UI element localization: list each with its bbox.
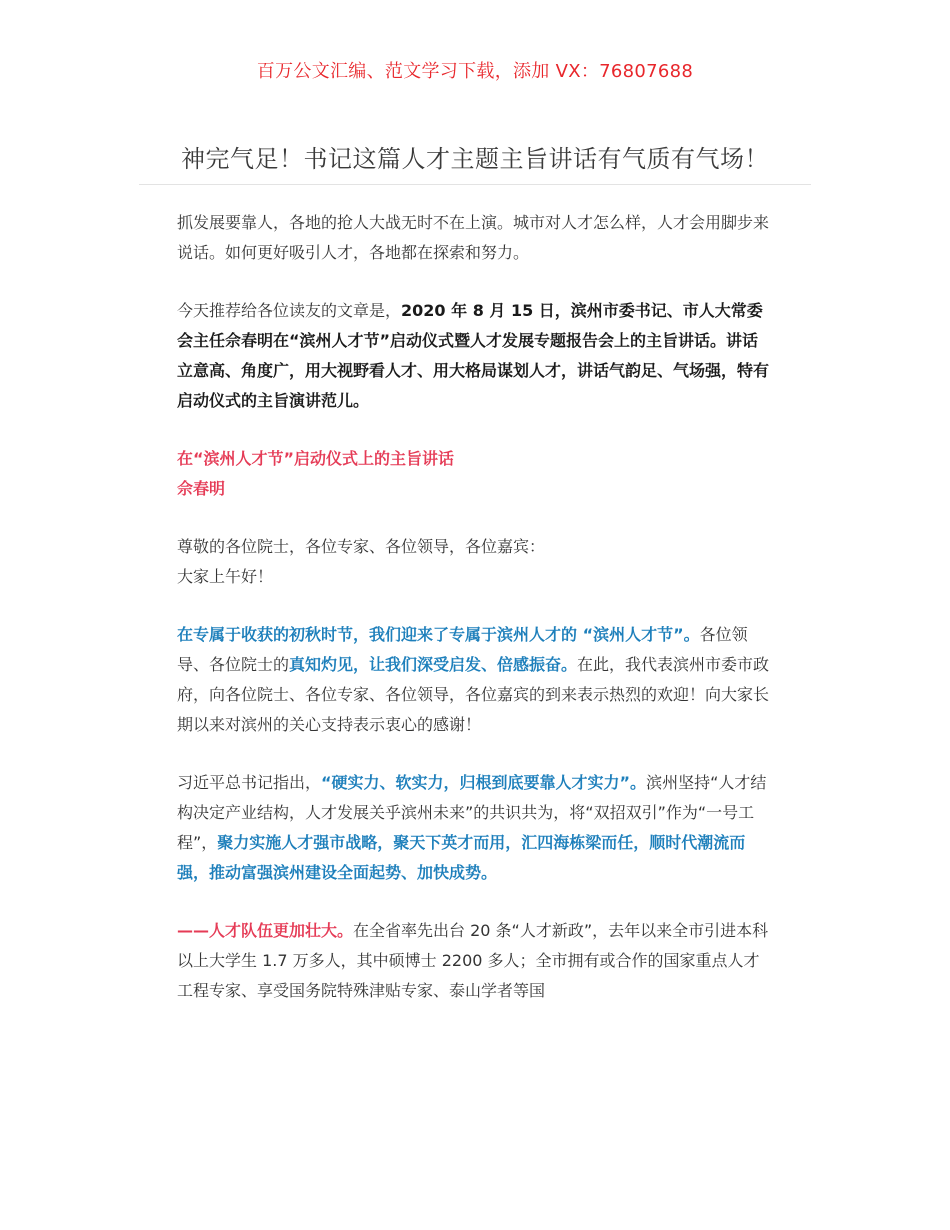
speaker-name: 佘春明	[177, 479, 226, 498]
article-title: 神完气足！书记这篇人才主题主旨讲话有气质有气场！	[181, 145, 769, 173]
talent-paragraph	[177, 916, 772, 1006]
recommend-prefix: 今天推荐给各位读友的文章是，	[177, 301, 402, 320]
section-lead: ——人才队伍更加壮大。	[177, 921, 354, 940]
welcome-paragraph	[177, 620, 772, 740]
greeting-line: 尊敬的各位院士，各位专家、各位领导，各位嘉宾：	[177, 537, 546, 556]
speech-heading	[177, 444, 772, 504]
body-text: 在此，我代表滨州市委市政府，向各位院士、各位专家、各位领导，各位嘉宾的到来表示热烈的欢迎！向大家长期以来对滨州的关心支持表示衷心的感谢！	[177, 655, 770, 734]
quote-paragraph	[177, 768, 772, 888]
speech-title: 在“滨州人才节”启动仪式上的主旨讲话	[177, 449, 455, 468]
recommend-highlight: 2020 年 8 月 15 日，滨州市委书记、市人大常委会主任佘春明在“滨州人才节”启动仪式暨人才发展专题报告会上的主旨讲话。讲话立意高、角度广，用大视野看人才、用大格局谋划人才，讲话气韵足、气场强，特有启动仪式的主旨演讲范儿。	[177, 301, 770, 410]
title-divider	[139, 184, 811, 185]
body-text: 滨州坚持“人才结构决定产业结构，人才发展关乎滨州未来”的共识共为，将“双招双引”作为“一号工程”，	[177, 773, 767, 852]
recommend-paragraph	[177, 296, 772, 416]
emphasis-text: 聚力实施人才强市战略，聚天下英才而用，汇四海栋梁而任，顺时代潮流而强，推动富强滨州建设全面起势、加快成势。	[177, 833, 746, 882]
emphasis-text: 在专属于收获的初秋时节，我们迎来了专属于滨州人才的 “滨州人才节”。	[177, 625, 700, 644]
greeting-paragraph	[177, 532, 772, 592]
article-body	[177, 208, 772, 1034]
emphasis-text: “硬实力、软实力，归根到底要靠人才实力”。	[321, 773, 647, 792]
greeting-line: 大家上午好！	[177, 567, 274, 586]
intro-paragraph: 抓发展要靠人，各地的抢人大战无时不在上演。城市对人才怎么样，人才会用脚步来说话。如何更好吸引人才，各地都在探索和努力。	[177, 213, 770, 262]
body-text: 习近平总书记指出，	[177, 773, 322, 792]
body-text: 在全省率先出台 20 条“人才新政”，去年以来全市引进本科以上大学生 1.7 万多人，其中硕博士 2200 多人；全市拥有或合作的国家重点人才工程专家、享受国务院特殊津贴专家、泰山学者等国	[177, 921, 769, 1000]
header-banner: 百万公文汇编、范文学习下载，添加 VX：76807688	[256, 61, 694, 82]
body-text: 各位领导、各位院士的	[177, 625, 748, 674]
emphasis-text: 真知灼见，让我们深受启发、倍感振奋。	[289, 655, 578, 674]
